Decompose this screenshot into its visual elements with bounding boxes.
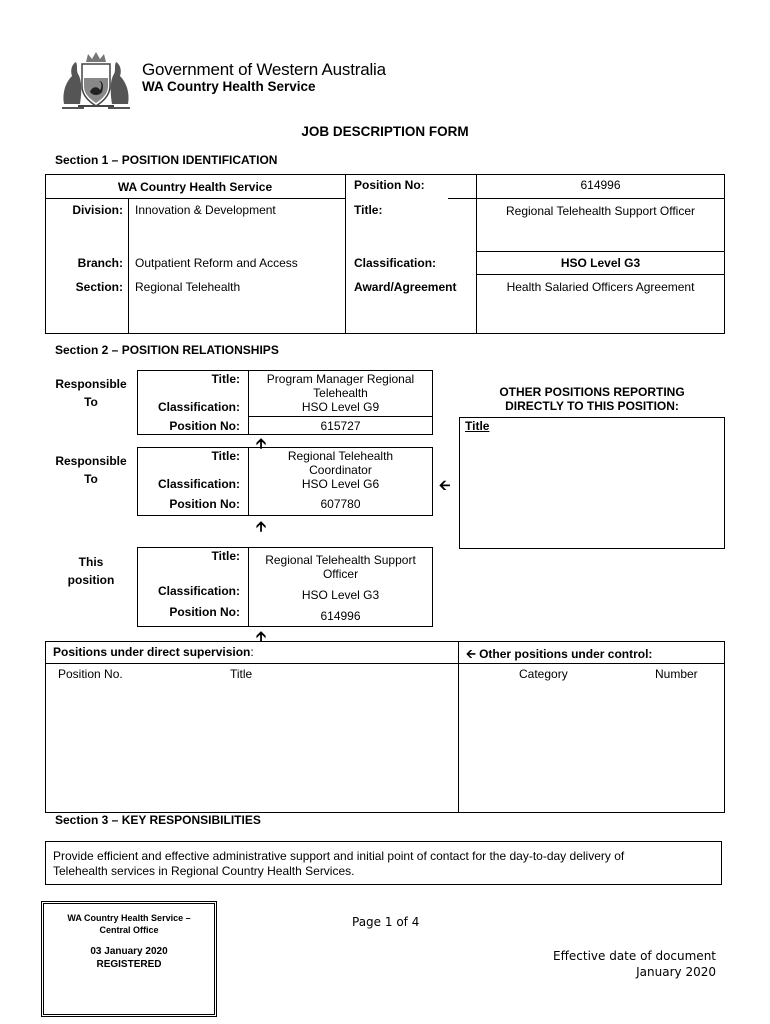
resp2-title: Regional Telehealth Coordinator HSO Level G6 [248,449,433,491]
section-label: Section: [75,280,123,294]
division-label: Division: [72,203,123,217]
resp2-no-label: Position No: [169,497,240,511]
page-number: Page 1 of 4 [352,915,420,929]
resp2-class-label: Classification: [157,477,240,491]
other-control-heading: 🡨 Other positions under control: [466,647,653,661]
section1-heading: Section 1 – POSITION IDENTIFICATION [55,153,278,167]
left-arrow-icon: 🡨 [466,647,476,661]
section-value: Regional Telehealth [135,280,241,294]
division-value: Innovation & Development [135,203,276,217]
resp1-no: 615727 [320,419,361,433]
section2-heading: Section 2 – POSITION RELATIONSHIPS [55,343,279,357]
resp1-class-label: Classification: [157,400,240,414]
section3-heading: Section 3 – KEY RESPONSIBILITIES [55,813,261,827]
col-number: Number [655,667,698,681]
title-label: Title: [354,203,383,217]
resp1-label: Responsible To [55,377,127,409]
org-name: WA Country Health Service [117,180,273,194]
this-class-label: Classification: [157,584,240,598]
resp1-class: HSO Level G9 [301,400,380,414]
key-responsibilities-text: Provide efficient and effective administrative support and initial point of contact for the day-to-day delivery of Telehealth services in Regional Country Health Services. [53,849,625,878]
resp2-no: 607780 [320,497,361,511]
service-line: WA Country Health Service [142,79,316,94]
effective-date: Effective date of document January 2020 [553,949,716,979]
wa-crest-logo [58,52,134,110]
stamp-org: WA Country Health Service – Central Office [67,913,191,935]
branch-label: Branch: [77,256,123,270]
other-positions-box [459,417,725,549]
branch-value: Outpatient Reform and Access [135,256,298,270]
this-position-label: This position [67,555,115,587]
title-value: Regional Telehealth Support Officer [505,204,695,218]
supervision-heading: Positions under direct supervision: [53,645,254,659]
resp1-title-label: Title: [211,372,240,386]
this-title: Regional Telehealth Support Officer [265,553,416,581]
resp1-title: Program Manager Regional Telehealth HSO Level G9 [248,372,433,414]
stamp-date: 03 January 2020 REGISTERED [90,946,168,970]
up-arrow-icon: 🡩 [256,628,267,644]
up-arrow-icon: 🡩 [256,518,267,534]
classification-label: Classification: [354,256,437,270]
award-value: Health Salaried Officers Agreement [506,280,695,294]
position-no-label: Position No: [354,178,425,192]
other-positions-heading: OTHER POSITIONS REPORTING DIRECTLY TO THIS POSITION: [499,385,685,413]
document-title: JOB DESCRIPTION FORM [301,124,469,139]
up-arrow-icon: 🡩 [256,435,267,451]
other-positions-title-col: Title [465,419,490,433]
col-category: Category [519,667,568,681]
this-title-label: Title: [211,549,240,563]
resp2-class: HSO Level G6 [301,477,380,491]
supervision-table [45,641,725,813]
this-no: 614996 [320,609,361,623]
government-line: Government of Western Australia [142,60,386,79]
resp1-no-label: Position No: [169,419,240,433]
col-title: Title [230,667,253,681]
position-no-value: 614996 [580,178,621,192]
this-class: HSO Level G3 [301,588,380,602]
classification-value: HSO Level G3 [560,256,641,270]
award-label: Award/Agreement [354,280,457,294]
left-arrow-icon: 🡨 [439,477,451,493]
resp2-title-label: Title: [211,449,240,463]
resp2-label: Responsible To [55,454,127,486]
col-position-no: Position No. [58,667,123,681]
this-no-label: Position No: [169,605,240,619]
